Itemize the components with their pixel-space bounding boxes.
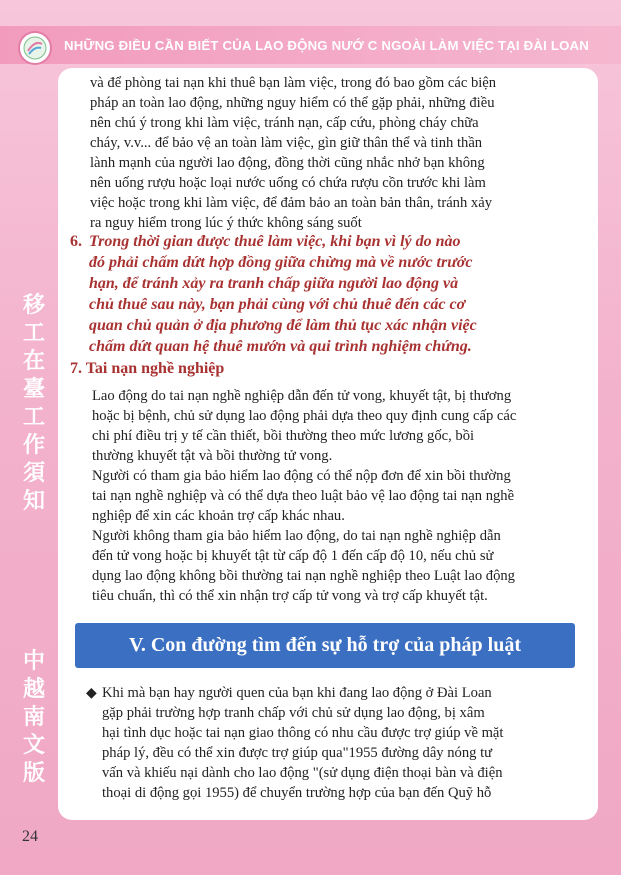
item-number: 6. [70,233,82,250]
intro-paragraph [90,73,564,233]
text-line: hoặc bị bệnh, chủ sử dụng lao động phải dựa theo quy định cung cấp các [92,408,517,424]
vertical-char: 在 [22,349,45,374]
vertical-char: 中 [22,649,45,674]
text-line: hại tình dục hoặc tai nạn giao thông có nhu cầu được trợ giúp về mặt [102,725,504,741]
vertical-char: 文 [22,733,45,758]
text-line: lành mạnh của người lao động, đồng thời cũng nhắc nhở bạn không [90,155,485,171]
text-line: cháy, v.v... để bảo vệ an toàn làm việc, gìn giữ thân thể và tinh thần [90,135,483,151]
text-line: chi phí điều trị y tế cần thiết, bồi thường theo mức lương gốc, bồi [92,428,475,444]
text-line: Lao động do tai nạn nghề nghiệp dẫn đến tử vong, khuyết tật, bị thương [92,388,512,404]
numbered-item-6 [70,231,566,357]
text-line: tai nạn nghề nghiệp và có thể dựa theo luật bảo vệ lao động tai nạn nghề [92,488,515,504]
text-line: Trong thời gian được thuê làm việc, khi bạn vì lý do nào [89,233,461,250]
vertical-title-chinese [14,292,54,516]
header-title: NHỮNG ĐIỀU CẦN BIẾT CỦA LAO ĐỘNG NƯỚ C NGOÀI LÀM VIỆC TẠI ĐÀI LOAN [64,38,589,53]
diamond-bullet-icon: ◆ [86,685,97,701]
text-line: chấm dứt quan hệ thuê mướn và qui trình nghiệm chứng. [89,338,472,355]
text-line: ra nguy hiểm trong lúc ý thức không sáng suốt [90,215,362,231]
text-line: nên uống rượu hoặc loại nước uống có chứa rượu cồn trước khi làm [90,175,486,191]
text-line: Người có tham gia bảo hiểm lao động có thể nộp đơn để xin bồi thường [92,468,511,484]
text-line: đến tử vong hoặc bị khuyết tật từ cấp độ 1 đến cấp độ 10, nếu chủ sử [92,548,494,564]
text-line: vấn và khiếu nại dành cho lao động "(sử dụng điện thoại bàn và điện [102,765,503,781]
page-number: 24 [22,828,38,845]
circle-emblem-icon [18,31,52,65]
text-line: nghiệp để xin các khoản trợ cấp khác nhau. [92,508,345,524]
text-line: nên chú ý trong khi làm việc, tránh nạn, cấp cứu, phòng cháy chữa [90,115,479,131]
bullet-paragraph [86,683,566,803]
text-line: Người không tham gia bảo hiểm lao động, do tai nạn nghề nghiệp dẫn [92,528,501,544]
vertical-char: 南 [22,705,45,730]
vertical-char: 須 [22,461,45,486]
vertical-char: 移 [22,293,45,318]
text-line: việc hoặc trong khi làm việc, để đảm bảo an toàn bản thân, tránh xảy [90,195,492,211]
vertical-char: 版 [22,761,45,786]
text-line: pháp lý, đều có thể xin được trợ giúp qua"1955 đường dây nóng tư [102,745,493,761]
text-line: dụng lao động không bồi thường tai nạn nghề nghiệp theo Luật lao động [92,568,515,584]
text-line: chủ thuê sau này, bạn phải cùng với chủ thuê đến các cơ [89,296,466,313]
text-line: gặp phải trường hợp tranh chấp với chủ sử dụng lao động, bị xâm [102,705,485,721]
text-line: pháp an toàn lao động, những nguy hiểm có thể gặp phải, những điều [90,95,495,111]
text-line: thoại di động gọi 1955) để chuyển trường hợp của bạn đến Quỹ hỗ [102,785,492,801]
section-banner: V. Con đường tìm đến sự hỗ trợ của pháp luật [75,623,575,668]
item-7-paragraph [92,386,562,606]
item-7-heading: 7. Tai nạn nghề nghiệp [70,360,225,377]
text-line: và để phòng tai nạn khi thuê bạn làm việc, trong đó bao gồm các biện [90,75,497,91]
vertical-char: 工 [22,405,45,430]
bullet-text [102,683,566,803]
text-line: hạn, để tránh xảy ra tranh chấp giữa người lao động và [89,275,459,292]
vertical-edition-label [14,648,54,788]
text-line: thường khuyết tật và bồi thường tử vong. [92,448,333,464]
vertical-char: 知 [22,489,45,514]
vertical-char: 臺 [22,377,45,402]
text-line: đó phải chấm dứt hợp đồng giữa chừng mà về nước trước [89,254,473,271]
text-line: quan chủ quản ở địa phương để làm thủ tục xác nhận việc [89,317,477,334]
item-6-text [89,231,566,357]
text-line: Khi mà bạn hay người quen của bạn khi đang lao động ở Đài Loan [102,685,492,701]
vertical-char: 作 [22,433,45,458]
vertical-char: 工 [22,321,45,346]
text-line: tiêu chuẩn, thì có thể xin nhận trợ cấp tử vong và trợ cấp khuyết tật. [92,588,488,604]
vertical-char: 越 [22,677,45,702]
